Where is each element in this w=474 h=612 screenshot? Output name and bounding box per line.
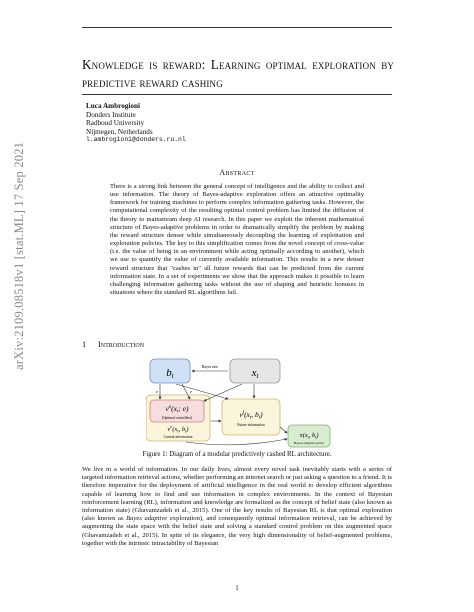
body-part-2: exploration), and consequently optimal information retrieval, can be achieved by augmenting the state space with the belief state and solving a standard control problem on this augmented space (Ghavamzadeh et al., 2015). In spite of its elegance, the very high dimensionality of belief-augmented problems, together with the intrinsic intractability of Bayesian bbox=[82, 515, 392, 547]
figure-caption: Figure 1: Diagram of a modular predictively cashed RL architecture. bbox=[142, 451, 332, 458]
vb-label: $v^e(x_t$, $b_t$) bbox=[167, 424, 189, 434]
architecture-diagram bbox=[146, 357, 332, 449]
section-number: 1 bbox=[82, 340, 87, 349]
edge-x-to-ve bbox=[204, 384, 242, 401]
edge-e-label-2: e bbox=[190, 389, 192, 394]
bayes-rule-label: Bayes rule bbox=[201, 365, 219, 369]
author-affiliation-3: Nijmegen, Netherlands bbox=[86, 127, 153, 136]
state-label: xt bbox=[251, 367, 259, 380]
section-heading bbox=[82, 340, 144, 349]
top-rule bbox=[82, 27, 392, 28]
future-information-label: Future information bbox=[237, 423, 265, 427]
edge-e-label: e bbox=[156, 389, 158, 394]
author-affiliation-2: Radboud University bbox=[86, 119, 145, 128]
body-part-1: We live in a world of information. In our daily lives, almost every novel task inevitably starts with a series of targeted information retrieval actions, whether performing an internet search or just asking a question to a friend. It is therefore imperative for the deployment of artificial intelligence in the real world to develop efficient algorithms capable of learning how to find and use information in complex environments. In the context of Bayesian reinforcement learning (RL), information and knowledge are formalized as the concept of belief state (also known as information state) (Ghavamzadeh et al., 2015). One of the key results of Bayesian RL is that optimal exploration (also known as bbox=[82, 466, 392, 523]
policy-caption: Bayes-adaptive policy bbox=[293, 441, 325, 445]
belief-label: bt bbox=[166, 367, 174, 380]
title-rule bbox=[82, 94, 392, 95]
body-emphasis: Bayes adaptive bbox=[126, 515, 168, 523]
introduction-body bbox=[82, 466, 392, 548]
author-name: Luca Ambrogioni bbox=[86, 102, 140, 110]
edge-future-to-policy bbox=[280, 427, 287, 433]
ve-label: $v^e(x_t$; e) bbox=[165, 404, 189, 415]
vf-label: $v^f(x_t$, $b_t$) bbox=[239, 410, 263, 421]
author-email[interactable]: l.ambrogioni@donders.ru.nl bbox=[86, 136, 186, 144]
abstract-heading: Abstract bbox=[219, 168, 255, 177]
section-title: Introduction bbox=[98, 340, 145, 349]
policy-label: $\pi(x_t$, $b_t$) bbox=[299, 432, 319, 440]
author-block bbox=[86, 102, 186, 145]
current-information-label: Current information bbox=[163, 435, 193, 439]
arxiv-identifier: arXiv:2109.08518v1 [stat.ML] 17 Sep 2021 bbox=[12, 141, 26, 370]
paper-title: Knowledge is reward: Learning optimal exploration by predictive reward cashing bbox=[82, 57, 394, 90]
page-number: 1 bbox=[235, 584, 239, 592]
author-affiliation-1: Donders Institute bbox=[86, 110, 136, 119]
optimal-controllers-label: (Optimal controllers) bbox=[161, 416, 193, 420]
abstract-text: There is a strong link between the general concept of intelligence and the ability to collect and use information. The theory of Bayes-adaptive exploration offers an attractive optimality framework for training machines to perform complex information gathering tasks. However, the computational complexity of the resulting optimal control problem has limited the diffusion of the theory to mainstream deep AI research. In this paper we exploit the inherent mathematical structure of Bayes-adaptive problems in order to dramatically simplify the problem by making the reward structure denser while simultaneously decoupling the learning of exploitation and exploration policies. The key to this simplification comes from the novel concept of cross-value (i.e. the value of being in an environment while acting optimally according to another), which we use to quantify the value of currently available information. This results in a new denser reward structure that "cashes in" all future rewards that can be predicted from the current information state. In a set of experiments we show that the approach makes it possible to learn challenging information gathering tasks without the use of shaping and heuristic bonuses in situations where the standard RL algorithms fail. bbox=[110, 183, 364, 297]
